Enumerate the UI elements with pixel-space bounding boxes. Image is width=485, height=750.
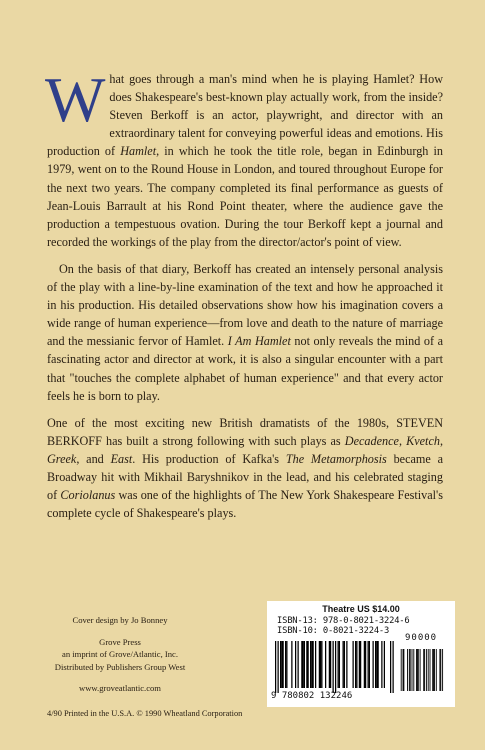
barcode-bar bbox=[295, 641, 296, 688]
addon-bar bbox=[432, 649, 433, 691]
barcode-bar bbox=[355, 641, 356, 688]
barcode-bar bbox=[275, 641, 276, 693]
barcode-bar bbox=[313, 641, 314, 688]
barcode-bar bbox=[335, 641, 336, 693]
addon-bar bbox=[407, 649, 408, 691]
addon-bar bbox=[439, 649, 440, 691]
addon-bar bbox=[412, 649, 413, 691]
barcode-bar bbox=[378, 641, 379, 688]
addon-bar bbox=[401, 649, 402, 691]
barcode-bar bbox=[338, 641, 339, 688]
publisher-credits bbox=[0, 614, 240, 695]
addon-bar bbox=[416, 649, 417, 691]
barcode-bar bbox=[315, 641, 316, 688]
barcode-bar bbox=[308, 641, 309, 688]
barcode-bar bbox=[319, 641, 320, 688]
barcode-bar bbox=[343, 641, 344, 688]
barcode-bar bbox=[369, 641, 370, 688]
barcode-bar bbox=[353, 641, 354, 688]
barcode-bar bbox=[310, 641, 311, 688]
barcode-bar bbox=[339, 641, 340, 688]
barcode-digits: 9 780802 132246 bbox=[271, 691, 353, 701]
barcode-bar bbox=[359, 641, 360, 688]
barcode-bar bbox=[329, 641, 330, 688]
description-paragraph-1: What goes through a man's mind when he is playing Hamlet? How does Shakespeare's best-known play actually work, from the inside? Steven Berkoff is an actor, playwright, and director with an extraordinary talent for conveying powerful ideas and emotions. His production of Hamlet, in which he took the title role, began in Edinburgh in 1979, went on to the Round House in London, and toured throughout Europe for the next two years. The company completed its final performance as guests of Jean-Louis Barrault at his Rond Point theater, where the audience gave the production a tempestuous ovation. During the tour Berkoff kept a journal and recorded the workings of the play from the director/actor's point of view. bbox=[45, 64, 443, 249]
barcode-bar bbox=[375, 641, 376, 688]
barcode-bar bbox=[360, 641, 361, 688]
barcode-bar bbox=[301, 641, 302, 688]
isbn-13: ISBN-13: 978-0-8021-3224-6 bbox=[277, 616, 410, 626]
barcode-bar bbox=[304, 641, 305, 688]
barcode-bar bbox=[393, 641, 394, 693]
play-title: Hamlet bbox=[120, 144, 157, 159]
barcode-bar bbox=[390, 641, 391, 693]
addon-bar bbox=[430, 649, 431, 691]
barcode-bar bbox=[285, 641, 286, 688]
barcode-bar bbox=[311, 641, 312, 688]
author-bio: One of the most exciting new British dramatists of the 1980s, STEVEN BERKOFF has built a strong following with such plays as Decadence, Kvetch, Greek, and East. His production of Kafka's The Metamorphosis became a Broadway hit with Mikhail Baryshnikov in the lead, and his celebrated staging of Coriolanus was one of the highlights of The New York Shakespeare Festival's complete cycle of Shakespeare's plays. bbox=[47, 415, 443, 521]
drop-cap: W bbox=[45, 64, 106, 135]
barcode-panel bbox=[267, 601, 455, 707]
barcode-image bbox=[275, 641, 450, 693]
barcode-bar bbox=[320, 641, 321, 688]
book-title: I Am Hamlet bbox=[227, 334, 291, 349]
barcode-bar bbox=[325, 641, 326, 688]
addon-bar bbox=[436, 649, 437, 691]
book-description bbox=[45, 64, 444, 531]
isbn-10: ISBN-10: 0-8021-3224-3 bbox=[277, 626, 390, 636]
addon-bar bbox=[409, 649, 410, 691]
addon-bar bbox=[418, 649, 419, 691]
addon-bar bbox=[403, 649, 404, 691]
addon-bar bbox=[410, 649, 411, 691]
cover-design-credit: Cover design by Jo Bonney bbox=[72, 615, 168, 625]
addon-bar bbox=[403, 649, 404, 691]
barcode-bar bbox=[344, 641, 345, 688]
addon-bar bbox=[433, 649, 434, 691]
barcode-bar bbox=[356, 641, 357, 688]
barcode-bar bbox=[321, 641, 322, 688]
barcode-bar bbox=[365, 641, 366, 688]
publisher-website: www.groveatlantic.com bbox=[78, 683, 161, 693]
barcode-bar bbox=[368, 641, 369, 688]
description-paragraph-2: On the basis of that diary, Berkoff has created an intensely personal analysis of the play with a line-by-line examination of the text and how he approached it in his production. His detailed observations show how his imagination covers a wide range of human experience—from love and death to the nature of marriage and the messianic fervor of Hamlet. I Am Hamlet not only reveals the mind of a fascinating actor and director at work, it is also a singular encounter with a part that "touches the complete alphabet of human experience" and that every actor feels he is born to play. bbox=[47, 261, 444, 403]
addon-bar bbox=[426, 649, 427, 691]
addon-bar bbox=[434, 649, 435, 691]
barcode-bar bbox=[303, 641, 304, 688]
barcode-bar bbox=[286, 641, 287, 688]
barcode-bar bbox=[291, 641, 292, 688]
barcode-bar bbox=[278, 641, 279, 693]
print-line: 4/90 Printed in the U.S.A. © 1990 Wheatland Corporation bbox=[47, 709, 243, 718]
addon-bar bbox=[413, 649, 414, 691]
barcode-bar bbox=[384, 641, 385, 688]
barcode-bar bbox=[373, 641, 374, 688]
barcode-bar bbox=[281, 641, 282, 688]
barcode-bar bbox=[376, 641, 377, 688]
barcode-bar bbox=[306, 641, 307, 688]
barcode-bar bbox=[280, 641, 281, 688]
price-code: 90000 bbox=[405, 633, 438, 643]
distributor-line: Distributed by Publishers Group West bbox=[54, 661, 186, 672]
addon-bar bbox=[442, 649, 443, 691]
addon-bar bbox=[424, 649, 425, 691]
addon-bar bbox=[420, 649, 421, 691]
barcode-bar bbox=[333, 641, 334, 693]
addon-bar bbox=[428, 649, 429, 691]
barcode-bar bbox=[346, 641, 347, 688]
barcode-bar bbox=[298, 641, 299, 688]
barcode-bar bbox=[381, 641, 382, 688]
addon-bar bbox=[417, 649, 418, 691]
barcode-bar bbox=[283, 641, 284, 688]
publisher-name: Grove Press bbox=[99, 636, 141, 647]
addon-bar bbox=[440, 649, 441, 691]
addon-bar bbox=[423, 649, 424, 691]
price-label: Theatre US $14.00 bbox=[322, 604, 400, 614]
barcode-bar bbox=[330, 641, 331, 688]
imprint-line: an imprint of Grove/Atlantic, Inc. bbox=[62, 649, 178, 659]
barcode-bar bbox=[364, 641, 365, 688]
